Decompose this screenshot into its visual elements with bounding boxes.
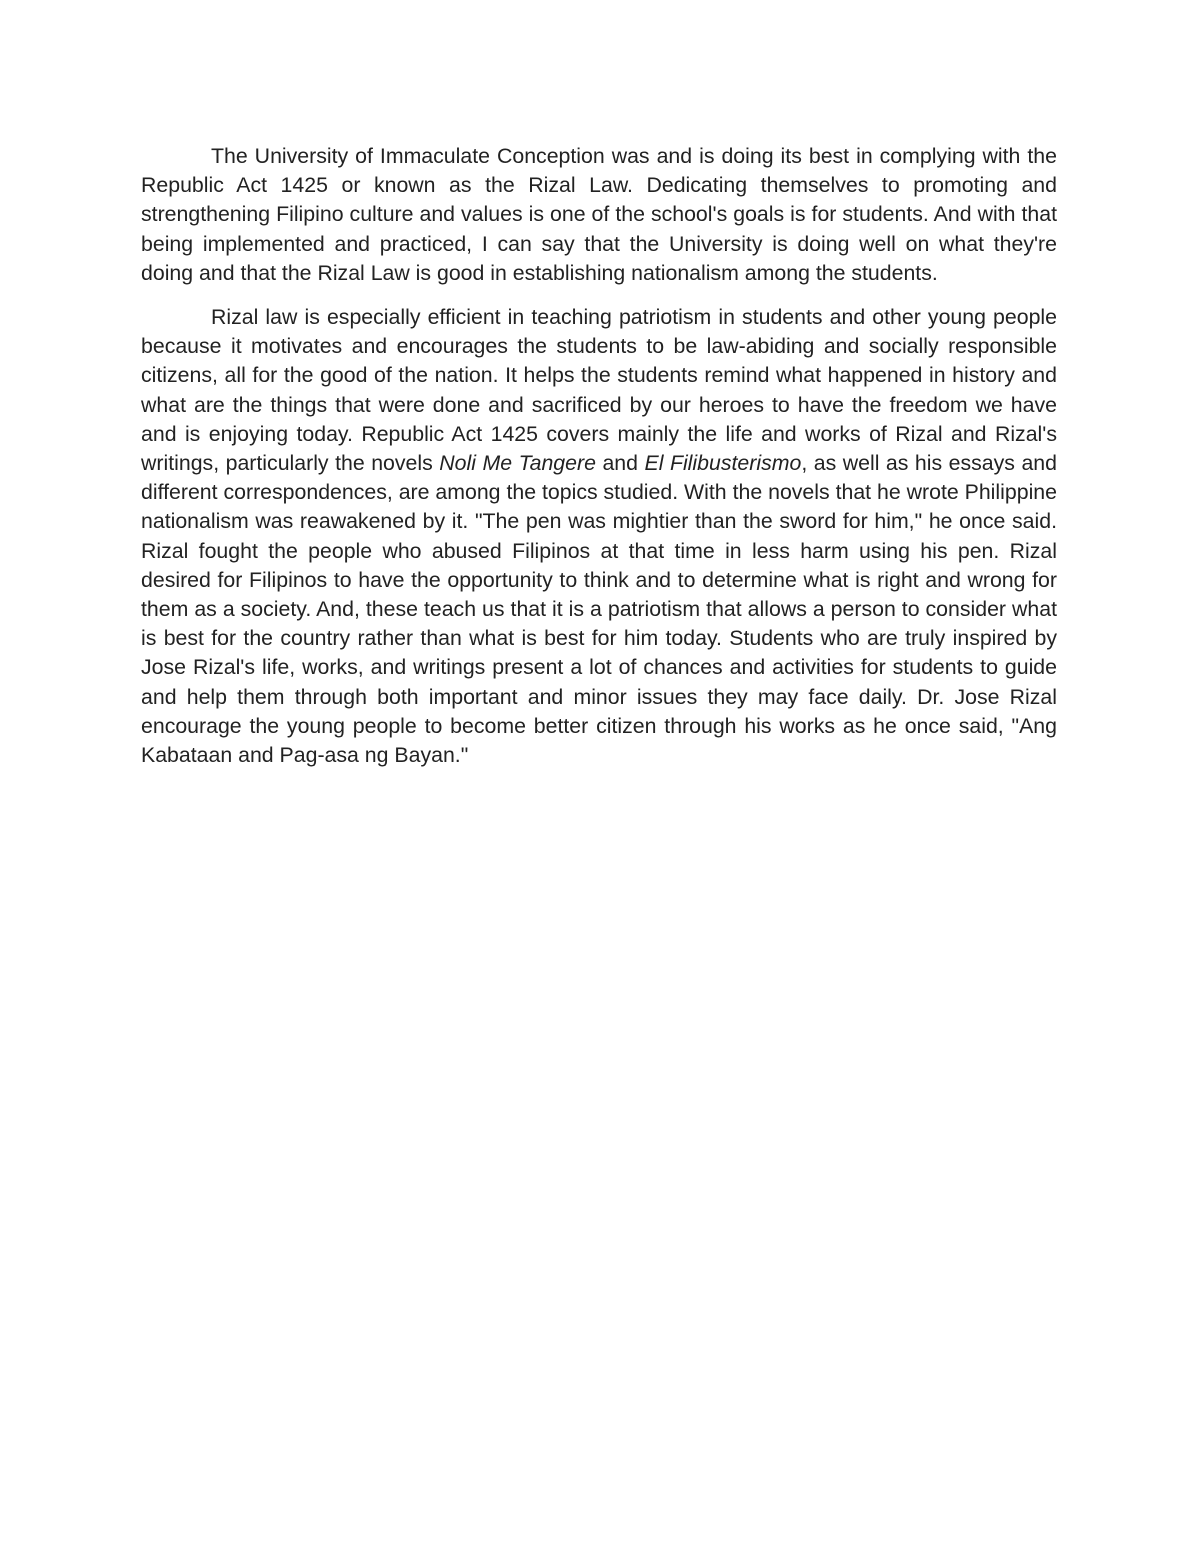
novel-title-fili: El Filibusterismo	[644, 451, 802, 476]
paragraph-2-part-2: , as well as his essays and different correspondences, are among the topics studied. With the novels that he wrote Philippine nationalism was reawakened by it. "The pen was mightier than the sword for him," he once said. Rizal fought the people who abused Filipinos at that time in less harm using his pen. Rizal desired for Filipinos to have the opportunity to think and to determine what is right and wrong for them as a society. And, these teach us that it is a patriotism that allows a person to consider what is best for the country rather than what is best for him today. Students who are truly inspired by Jose Rizal's life, works, and writings present a lot of chances and activities for students to guide and help them through both important and minor issues they may face daily. Dr. Jose Rizal encourage the young people to become better citizen through his works as he once said, "Ang Kabataan and Pag-asa ng Bayan."	[141, 451, 1057, 768]
document-body	[141, 142, 1057, 785]
paragraph-2-conjunction: and	[595, 451, 645, 476]
novel-title-noli: Noli Me Tangere	[439, 451, 596, 476]
paragraph-2-part-1: Rizal law is especially efficient in teaching patriotism in students and other young people because it motivates and encourages the students to be law-abiding and socially responsible citizens, all for the good of the nation. It helps the students remind what happened in history and what are the things that were done and sacrificed by our heroes to have the freedom we have and is enjoying today. Republic Act 1425 covers mainly the life and works of Rizal and Rizal's writings, particularly the novels	[141, 305, 1057, 476]
paragraph-2	[141, 303, 1057, 770]
paragraph-1: The University of Immaculate Conception was and is doing its best in complying with the Republic Act 1425 or known as the Rizal Law. Dedicating themselves to promoting and strengthening Filipino culture and values is one of the school's goals is for students. And with that being implemented and practiced, I can say that the University is doing well on what they're doing and that the Rizal Law is good in establishing nationalism among the students.	[141, 144, 1057, 285]
